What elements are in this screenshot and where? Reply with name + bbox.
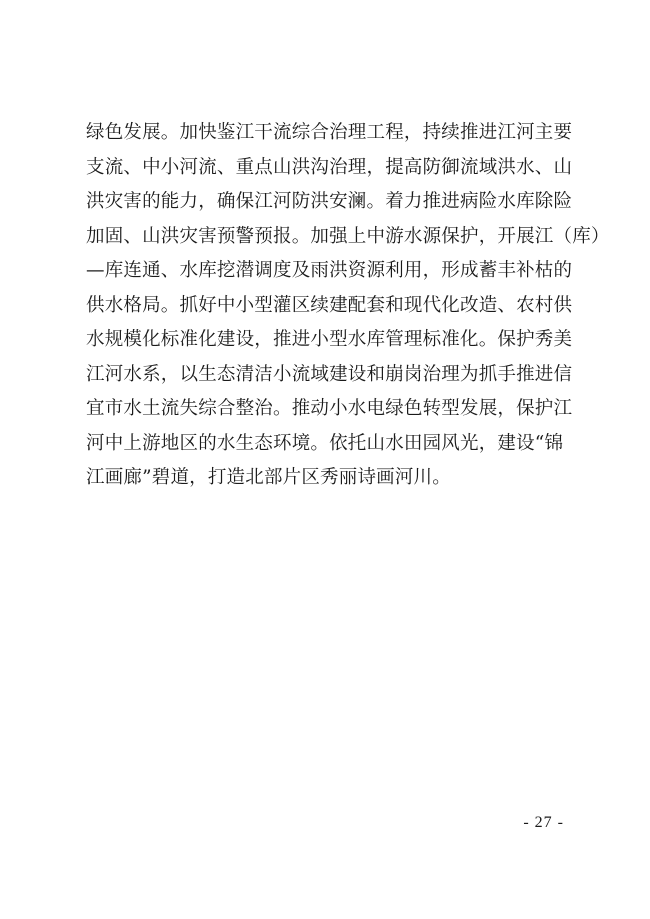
page-number: - 27 -	[523, 814, 564, 831]
body-paragraph	[86, 116, 610, 496]
text-line: 支流、中小河流、重点山洪沟治理，提高防御流域洪水、山	[86, 156, 573, 178]
text-line: 洪灾害的能力，确保江河防洪安澜。着力推进病险水库除险	[86, 191, 573, 212]
text-line: 加固、山洪灾害预警预报。加强上中游水源保护，开展江（库）	[86, 225, 610, 247]
text-line: 江河水系，以生态清洁小流域建设和崩岗治理为抓手推进信	[86, 363, 573, 385]
text-line: 供水格局。抓好中小型灌区续建配套和现代化改造、农村供	[86, 294, 573, 316]
text-line: —库连通、水库挖潜调度及雨洪资源利用，形成蓄丰补枯的	[86, 260, 573, 281]
text-line: 宜市水土流失综合整治。推动小水电绿色转型发展，保护江	[86, 398, 573, 419]
text-line: 水规模化标准化建设，推进小型水库管理标准化。保护秀美	[86, 329, 573, 350]
text-line: 河中上游地区的水生态环境。依托山水田园风光，建设“锦	[86, 432, 564, 454]
text-line: 江画廊”碧道，打造北部片区秀丽诗画河川。	[86, 467, 451, 488]
text-line: 绿色发展。加快鉴江干流综合治理工程，持续推进江河主要	[86, 122, 573, 143]
